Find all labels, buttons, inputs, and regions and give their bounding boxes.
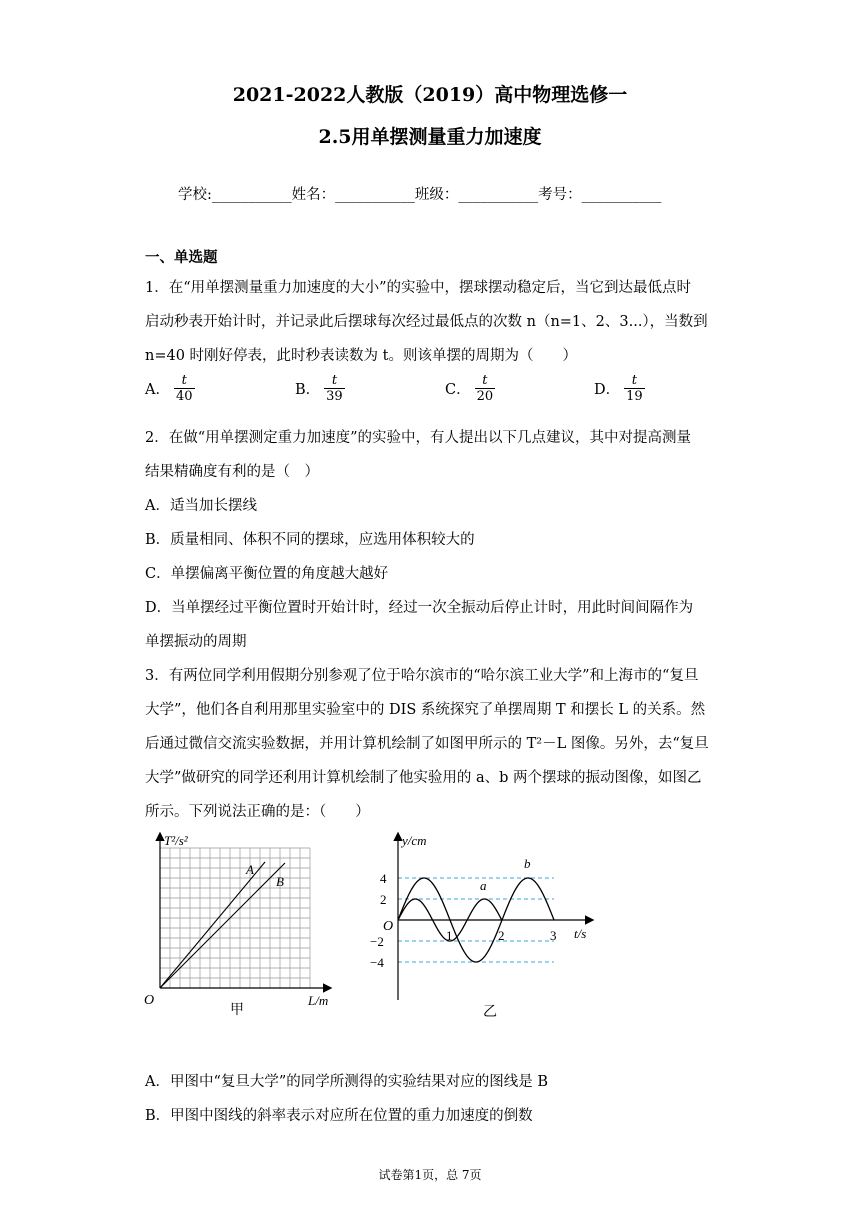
figure-yi-y-axis-label: y/cm: [402, 833, 427, 848]
q1-option-a: [145, 373, 195, 404]
figure-yi-y-tick-label: −2: [370, 934, 384, 949]
q3-line4: 大学”做研究的同学还利用计算机绘制了他实验用的 a、b 两个摆球的振动图像，如图乙: [145, 770, 702, 786]
figure-yi-x-tick-label: 2: [498, 928, 505, 943]
q2-option-d-line2: 单摆振动的周期: [145, 634, 247, 650]
q3-line3: 后通过微信交流实验数据，并用计算机绘制了如图甲所示的 T²－L 图像。另外，去“复旦: [145, 736, 709, 752]
q2-line2: 结果精确度有利的是（ ）: [145, 464, 319, 480]
q2-line1: 2．在做“用单摆测定重力加速度”的实验中，有人提出以下几点建议，其中对提高测量: [145, 430, 692, 446]
q1-option-c-numerator: t: [475, 373, 496, 389]
q1-option-a-label: A．: [145, 382, 170, 398]
q3-option-b: B．甲图中图线的斜率表示对应所在位置的重力加速度的倒数: [145, 1108, 533, 1124]
q1-option-c: [445, 373, 495, 404]
figure-yi-curve-b-label: b: [524, 856, 531, 871]
figure-jia-grid: [160, 848, 310, 988]
q1-line3: n=40 时刚好停表，此时秒表读数为 t。则该单摆的周期为（ ）: [145, 348, 577, 364]
q1-option-d: [594, 373, 645, 404]
q1-option-a-fraction: [174, 373, 195, 404]
q2-option-a: A．适当加长摆线: [145, 498, 257, 514]
figure-jia: [140, 828, 340, 1028]
q1-option-a-denominator: 40: [175, 389, 193, 404]
q1-option-d-numerator: t: [624, 373, 645, 389]
q1-option-d-label: D．: [594, 382, 621, 398]
figure-jia-origin: O: [144, 993, 155, 1008]
q1-option-c-fraction: [475, 373, 496, 404]
figure-yi-caption: 乙: [483, 1005, 497, 1020]
q1-option-b-numerator: t: [324, 373, 345, 389]
figure-jia-series-line-a: [160, 862, 265, 988]
figure-yi-y-tick-label: 4: [380, 871, 387, 886]
q1-option-b: [295, 373, 345, 404]
page-footer: 试卷第1页，总 7页: [378, 1168, 482, 1182]
figure-jia-line-a-label: A: [246, 862, 254, 877]
figure-yi: [370, 828, 610, 1028]
q3-line1: 3．有两位同学利用假期分别参观了位于哈尔滨市的“哈尔滨工业大学”和上海市的“复旦: [145, 668, 699, 684]
q1-option-d-denominator: 19: [626, 389, 643, 404]
q1-option-b-denominator: 39: [326, 389, 343, 404]
q1-option-d-fraction: [624, 373, 645, 404]
section-heading: 一、单选题: [145, 249, 218, 266]
figure-jia-x-axis-label: L/m: [308, 993, 329, 1008]
figure-yi-x-axis-label: t/s: [574, 926, 587, 941]
q1-option-a-numerator: t: [174, 373, 195, 389]
q1-option-b-label: B．: [295, 382, 321, 398]
page-title-line1: 2021-2022人教版（2019）高中物理选修一: [232, 84, 628, 106]
figure-yi-curve-a-label: a: [480, 878, 487, 893]
q3-line2: 大学”，他们各自利用那里实验室中的 DIS 系统探究了单摆周期 T 和摆长 L 的关系。然: [145, 702, 706, 718]
q1-line1: 1．在“用单摆测量重力加速度的大小”的实验中，摆球摆动稳定后，当它到达最低点时: [145, 280, 692, 296]
q2-option-c: C．单摆偏离平衡位置的角度越大越好: [145, 566, 389, 582]
q3-line5: 所示。下列说法正确的是：（ ）: [145, 804, 370, 820]
figure-jia-line-b-label: B: [276, 874, 284, 889]
figure-jia-caption: 甲: [230, 1003, 244, 1018]
figure-yi-y-tick-label: 2: [380, 892, 387, 907]
q3-option-a: A．甲图中“复旦大学”的同学所测得的实验结果对应的图线是 B: [145, 1074, 549, 1090]
page-title-line2: 2.5用单摆测量重力加速度: [318, 126, 542, 148]
student-info-line: 学校:___________姓名：___________班级：___________考号：___________: [178, 187, 662, 203]
q1-option-c-label: C．: [445, 382, 471, 398]
figure-yi-x-tick-label: 1: [446, 928, 453, 943]
q2-option-b: B．质量相同、体积不同的摆球，应选用体积较大的: [145, 532, 475, 548]
q2-option-d-line1: D．当单摆经过平衡位置时开始计时，经过一次全振动后停止计时，用此时间间隔作为: [145, 600, 694, 616]
q1-option-b-fraction: [324, 373, 345, 404]
figure-yi-origin: O: [383, 919, 394, 934]
q1-option-c-denominator: 20: [476, 389, 494, 404]
q1-line2: 启动秒表开始计时，并记录此后摆球每次经过最低点的次数 n（n=1、2、3...），当数到: [145, 314, 708, 330]
figure-jia-y-axis-label: T²/s²: [164, 833, 188, 848]
figure-jia-series-line-b: [160, 863, 285, 988]
figure-yi-y-tick-label: −4: [370, 955, 384, 970]
figure-yi-x-tick-label: 3: [550, 928, 557, 943]
